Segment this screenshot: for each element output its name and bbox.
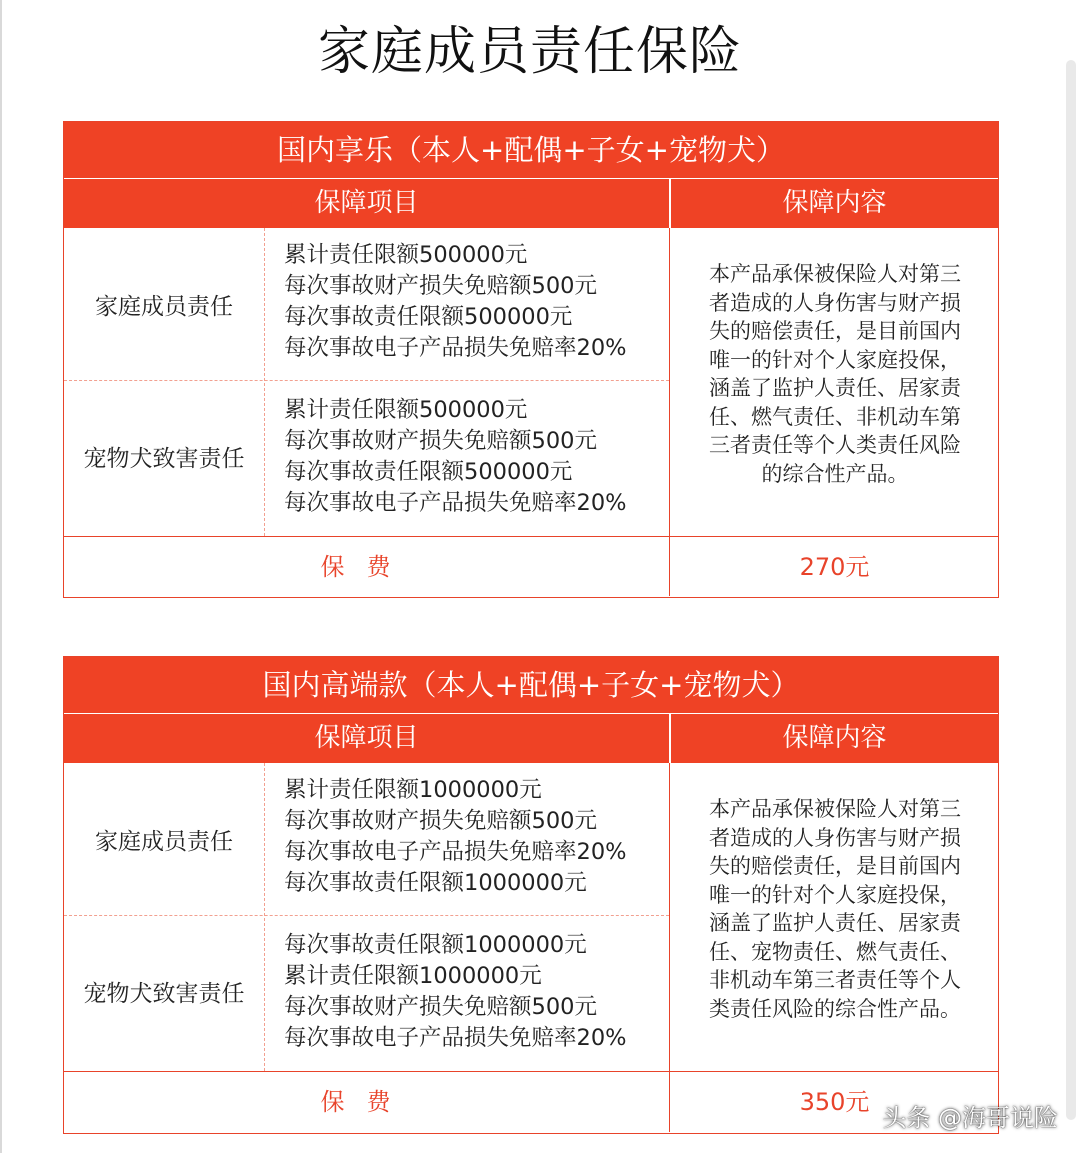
- page-title: 家庭成员责任保险: [317, 22, 742, 82]
- scrollbar[interactable]: [1066, 60, 1076, 1120]
- coverage-line: 每次事故责任限额500000元: [284, 459, 573, 485]
- coverage-line: 每次事故财产损失免赔额500元: [284, 994, 597, 1020]
- header-coverage-item: 保障项目: [64, 714, 669, 763]
- coverage-line: 每次事故电子产品损失免赔率20%: [284, 1025, 627, 1051]
- plan-title: 国内高端款（本人+配偶+子女+宠物犬）: [64, 657, 998, 714]
- description-line: 非机动车第三者责任等个人: [709, 968, 961, 992]
- coverage-line: 累计责任限额500000元: [284, 397, 528, 423]
- coverage-line: 每次事故责任限额500000元: [284, 304, 573, 330]
- description-line: 涵盖了监护人责任、居家责: [709, 911, 961, 935]
- category-family-liability: 家庭成员责任: [95, 293, 233, 320]
- watermark: 头条 @海哥说险: [882, 1104, 1058, 1132]
- header-coverage-item: 保障项目: [64, 179, 669, 228]
- page-edge: [0, 0, 2, 1153]
- description-line: 失的赔偿责任，是目前国内: [709, 854, 961, 878]
- coverage-lines: [284, 240, 664, 364]
- description-line: 类责任风险的综合性产品。: [709, 996, 961, 1021]
- header-coverage-content: 保障内容: [671, 179, 998, 228]
- description-line: 唯一的针对个人家庭投保，: [709, 882, 961, 907]
- dashed-divider-vertical: [264, 228, 265, 536]
- coverage-line: 累计责任限额1000000元: [284, 777, 542, 803]
- category-pet-dog-liability: 宠物犬致害责任: [83, 980, 245, 1007]
- coverage-line: 每次事故电子产品损失免赔率20%: [284, 335, 627, 361]
- coverage-lines: [284, 930, 664, 1054]
- coverage-line: 累计责任限额500000元: [284, 242, 528, 268]
- description-line: 任、燃气责任、非机动车第: [709, 404, 961, 429]
- coverage-line: 每次事故电子产品损失免赔率20%: [284, 490, 627, 516]
- plan-title: 国内享乐（本人+配偶+子女+宠物犬）: [64, 122, 998, 179]
- dashed-divider-vertical: [264, 763, 265, 1071]
- description-line: 涵盖了监护人责任、居家责: [709, 376, 961, 400]
- fee-label: 保费: [320, 553, 413, 581]
- plan-table-2: [63, 656, 999, 1134]
- coverage-line: 每次事故电子产品损失免赔率20%: [284, 839, 627, 865]
- fee-divider: [64, 536, 998, 537]
- coverage-lines: [284, 775, 664, 899]
- coverage-description: [690, 795, 980, 1023]
- description-line: 者造成的人身伤害与财产损: [709, 825, 961, 850]
- column-divider: [669, 228, 670, 596]
- coverage-line: 每次事故财产损失免赔额500元: [284, 428, 597, 454]
- coverage-lines: [284, 395, 664, 519]
- category-pet-dog-liability: 宠物犬致害责任: [83, 445, 245, 472]
- coverage-line: 每次事故责任限额1000000元: [284, 932, 587, 958]
- fee-value: 350元: [799, 1088, 870, 1116]
- fee-label: 保费: [320, 1088, 413, 1116]
- coverage-description: [690, 260, 980, 488]
- fee-divider: [64, 1071, 998, 1072]
- description-line: 任、宠物责任、燃气责任、: [709, 939, 961, 964]
- coverage-line: 每次事故财产损失免赔额500元: [284, 808, 597, 834]
- fee-value: 270元: [799, 553, 870, 581]
- description-line: 失的赔偿责任，是目前国内: [709, 319, 961, 343]
- description-line: 三者责任等个人类责任风险: [709, 433, 961, 457]
- coverage-line: 累计责任限额1000000元: [284, 963, 542, 989]
- category-family-liability: 家庭成员责任: [95, 828, 233, 855]
- description-line: 本产品承保被保险人对第三: [709, 797, 961, 821]
- description-line: 者造成的人身伤害与财产损: [709, 290, 961, 315]
- header-coverage-content: 保障内容: [671, 714, 998, 763]
- column-divider: [669, 763, 670, 1132]
- description-line: 的综合性产品。: [761, 461, 909, 486]
- plan-table-1: [63, 121, 999, 598]
- description-line: 唯一的针对个人家庭投保，: [709, 347, 961, 372]
- description-line: 本产品承保被保险人对第三: [709, 262, 961, 286]
- coverage-line: 每次事故财产损失免赔额500元: [284, 273, 597, 299]
- coverage-line: 每次事故责任限额1000000元: [284, 870, 587, 896]
